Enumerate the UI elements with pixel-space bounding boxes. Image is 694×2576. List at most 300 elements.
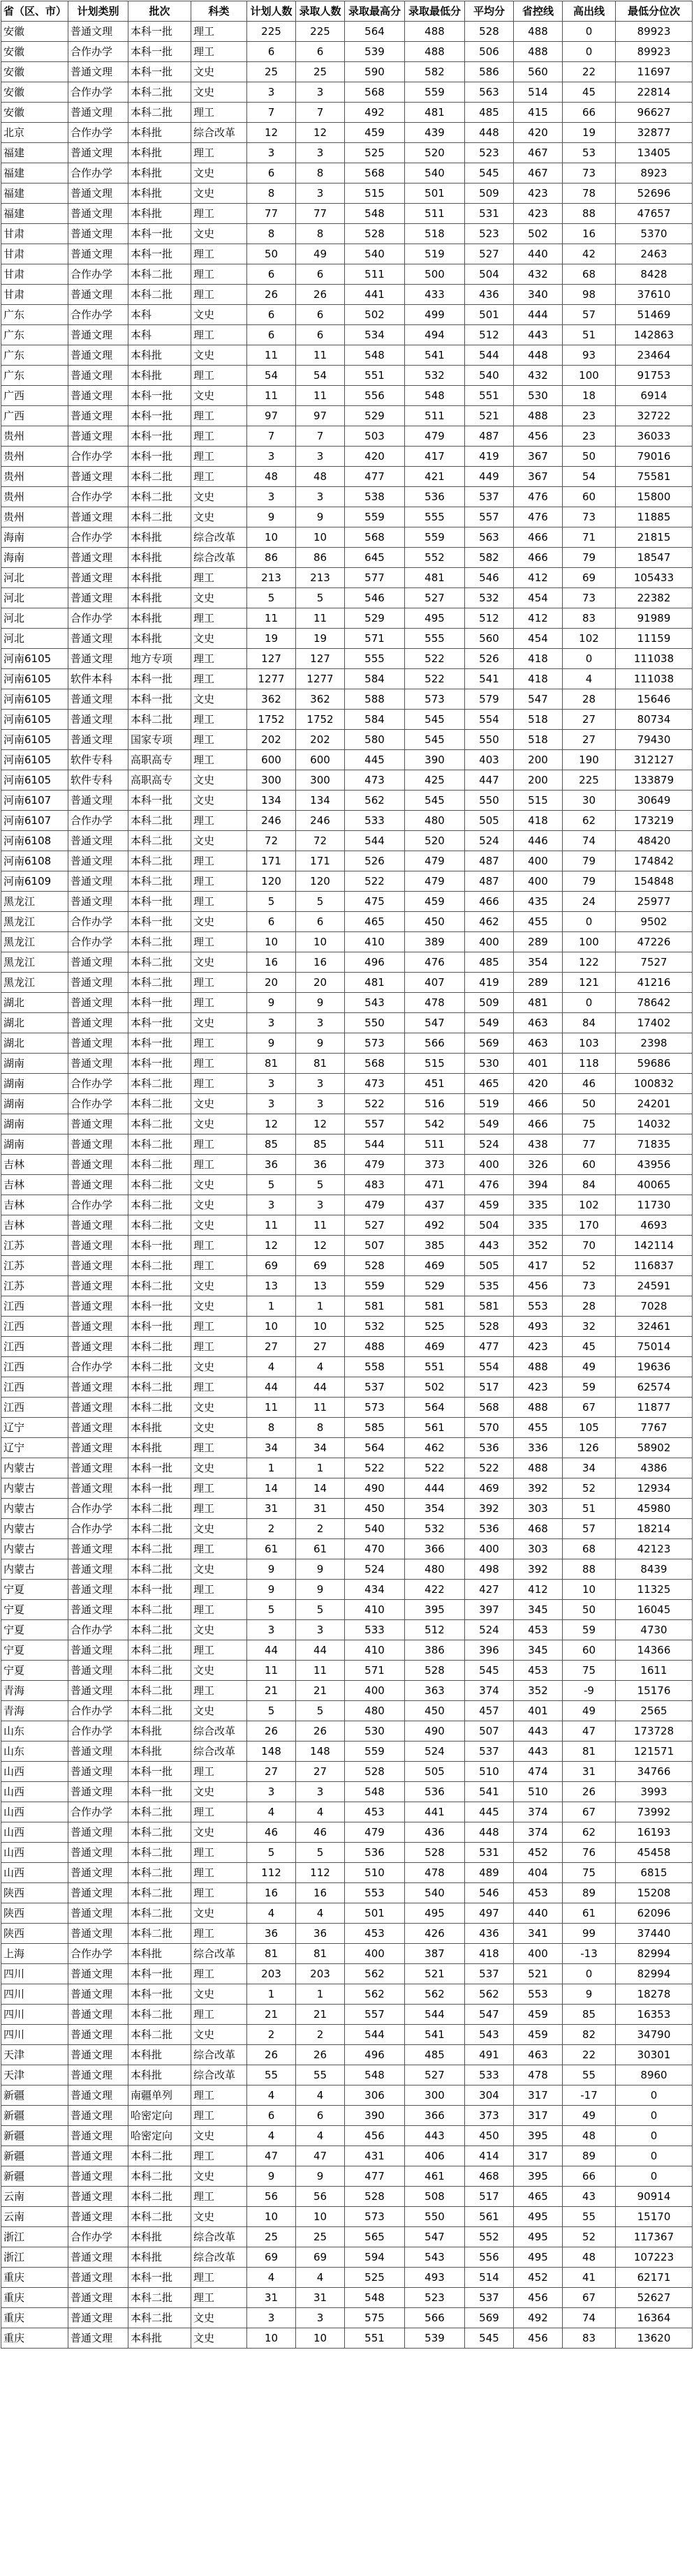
above-line-cell: 93	[563, 345, 616, 366]
plan-type-cell: 普通文理	[68, 2308, 128, 2328]
header-planned-count: 计划人数	[247, 1, 296, 22]
table-row	[1, 1458, 693, 1478]
table-row	[1, 1398, 693, 1418]
avg-score-cell: 557	[465, 507, 514, 527]
above-line-cell: 16	[563, 224, 616, 244]
above-line-cell: 46	[563, 1074, 616, 1094]
batch-cell: 本科批	[128, 204, 191, 224]
control-line-cell: 455	[514, 912, 563, 932]
avg-score-cell: 569	[465, 2308, 514, 2328]
above-line-cell: 47	[563, 1721, 616, 1742]
subject-cell: 文史	[191, 1701, 247, 1721]
avg-score-cell: 392	[465, 1499, 514, 1519]
planned-count-cell: 9	[247, 1033, 296, 1054]
table-row	[1, 447, 693, 467]
above-line-cell: 81	[563, 1742, 616, 1762]
min-rank-cell: 0	[616, 2166, 693, 2187]
avg-score-cell: 487	[465, 426, 514, 447]
batch-cell: 本科二批	[128, 932, 191, 952]
plan-type-cell: 合作办学	[68, 487, 128, 507]
province-cell: 海南	[1, 548, 68, 568]
min-score-cell: 417	[405, 447, 465, 467]
table-row	[1, 366, 693, 386]
batch-cell: 本科二批	[128, 1843, 191, 1863]
admitted-count-cell: 112	[296, 1863, 345, 1883]
min-rank-cell: 15170	[616, 2207, 693, 2227]
subject-cell: 理工	[191, 22, 247, 42]
planned-count-cell: 600	[247, 750, 296, 770]
control-line-cell: 444	[514, 305, 563, 325]
plan-type-cell: 合作办学	[68, 811, 128, 831]
table-row	[1, 2005, 693, 2025]
avg-score-cell: 509	[465, 184, 514, 204]
table-row	[1, 1883, 693, 1903]
batch-cell: 本科一批	[128, 1013, 191, 1033]
avg-score-cell: 304	[465, 2085, 514, 2106]
table-row	[1, 1094, 693, 1114]
table-row	[1, 1033, 693, 1054]
subject-cell: 理工	[191, 1539, 247, 1559]
min-rank-cell: 6815	[616, 1863, 693, 1883]
province-cell: 福建	[1, 143, 68, 163]
table-row	[1, 932, 693, 952]
max-score-cell: 555	[345, 649, 405, 669]
control-line-cell: 463	[514, 2045, 563, 2065]
control-line-cell: 553	[514, 1296, 563, 1317]
table-row	[1, 2085, 693, 2106]
min-rank-cell: 34790	[616, 2025, 693, 2045]
avg-score-cell: 400	[465, 932, 514, 952]
table-row	[1, 1135, 693, 1155]
province-cell: 江西	[1, 1296, 68, 1317]
min-score-cell: 366	[405, 2106, 465, 2126]
planned-count-cell: 171	[247, 851, 296, 871]
plan-type-cell: 合作办学	[68, 163, 128, 184]
batch-cell: 哈密定向	[128, 2126, 191, 2146]
admitted-count-cell: 13	[296, 1276, 345, 1296]
province-cell: 安徽	[1, 62, 68, 82]
province-cell: 湖南	[1, 1074, 68, 1094]
above-line-cell: 0	[563, 22, 616, 42]
subject-cell: 文史	[191, 2308, 247, 2328]
min-score-cell: 373	[405, 1155, 465, 1175]
table-row	[1, 163, 693, 184]
admitted-count-cell: 19	[296, 629, 345, 649]
max-score-cell: 533	[345, 1620, 405, 1640]
plan-type-cell: 普通文理	[68, 1236, 128, 1256]
min-score-cell: 527	[405, 588, 465, 608]
max-score-cell: 420	[345, 447, 405, 467]
batch-cell: 本科二批	[128, 1600, 191, 1620]
subject-cell: 理工	[191, 568, 247, 588]
max-score-cell: 544	[345, 831, 405, 851]
above-line-cell: 67	[563, 1802, 616, 1822]
planned-count-cell: 11	[247, 1661, 296, 1681]
avg-score-cell: 535	[465, 1276, 514, 1296]
min-score-cell: 581	[405, 1296, 465, 1317]
province-cell: 贵州	[1, 467, 68, 487]
province-cell: 四川	[1, 2005, 68, 2025]
province-cell: 贵州	[1, 487, 68, 507]
header-plan-type: 计划类别	[68, 1, 128, 22]
min-rank-cell: 7028	[616, 1296, 693, 1317]
plan-type-cell: 普通文理	[68, 568, 128, 588]
min-rank-cell: 45458	[616, 1843, 693, 1863]
table-row	[1, 2207, 693, 2227]
min-rank-cell: 3993	[616, 1782, 693, 1802]
max-score-cell: 559	[345, 1742, 405, 1762]
control-line-cell: 478	[514, 2065, 563, 2085]
batch-cell: 本科一批	[128, 426, 191, 447]
admitted-count-cell: 21	[296, 1681, 345, 1701]
table-row	[1, 811, 693, 831]
batch-cell: 本科二批	[128, 1175, 191, 1195]
table-row	[1, 1074, 693, 1094]
planned-count-cell: 27	[247, 1337, 296, 1357]
table-row	[1, 1782, 693, 1802]
admitted-count-cell: 36	[296, 1155, 345, 1175]
min-rank-cell: 0	[616, 2146, 693, 2166]
plan-type-cell: 合作办学	[68, 1721, 128, 1742]
min-score-cell: 300	[405, 2085, 465, 2106]
min-rank-cell: 1611	[616, 1661, 693, 1681]
min-score-cell: 559	[405, 82, 465, 103]
planned-count-cell: 26	[247, 1721, 296, 1742]
above-line-cell: 55	[563, 2065, 616, 2085]
control-line-cell: 476	[514, 487, 563, 507]
table-row	[1, 831, 693, 851]
table-row	[1, 1195, 693, 1215]
subject-cell: 文史	[191, 689, 247, 710]
batch-cell: 本科一批	[128, 1033, 191, 1054]
subject-cell: 理工	[191, 710, 247, 730]
control-line-cell: 547	[514, 689, 563, 710]
province-cell: 云南	[1, 2187, 68, 2207]
above-line-cell: 19	[563, 123, 616, 143]
planned-count-cell: 12	[247, 1114, 296, 1135]
subject-cell: 文史	[191, 62, 247, 82]
control-line-cell: 459	[514, 2005, 563, 2025]
subject-cell: 理工	[191, 811, 247, 831]
plan-type-cell: 普通文理	[68, 1822, 128, 1843]
max-score-cell: 573	[345, 1398, 405, 1418]
batch-cell: 本科二批	[128, 710, 191, 730]
province-cell: 广东	[1, 345, 68, 366]
table-row	[1, 224, 693, 244]
above-line-cell: 121	[563, 973, 616, 993]
province-cell: 陕西	[1, 1883, 68, 1903]
table-row	[1, 2247, 693, 2268]
control-line-cell: 452	[514, 2268, 563, 2288]
province-cell: 江西	[1, 1377, 68, 1398]
plan-type-cell: 普通文理	[68, 1478, 128, 1499]
above-line-cell: 70	[563, 1236, 616, 1256]
admitted-count-cell: 11	[296, 1398, 345, 1418]
table-row	[1, 710, 693, 730]
plan-type-cell: 普通文理	[68, 730, 128, 750]
province-cell: 山东	[1, 1721, 68, 1742]
admitted-count-cell: 49	[296, 244, 345, 264]
province-cell: 河北	[1, 588, 68, 608]
province-cell: 江西	[1, 1357, 68, 1377]
min-score-cell: 406	[405, 2146, 465, 2166]
table-row	[1, 2187, 693, 2207]
control-line-cell: 467	[514, 163, 563, 184]
above-line-cell: 66	[563, 103, 616, 123]
table-row	[1, 184, 693, 204]
plan-type-cell: 普通文理	[68, 689, 128, 710]
min-rank-cell: 90914	[616, 2187, 693, 2207]
planned-count-cell: 3	[247, 1094, 296, 1114]
control-line-cell: 521	[514, 1964, 563, 1984]
min-rank-cell: 312127	[616, 750, 693, 770]
subject-cell: 文史	[191, 1114, 247, 1135]
subject-cell: 理工	[191, 2187, 247, 2207]
above-line-cell: 52	[563, 1256, 616, 1276]
batch-cell: 本科批	[128, 1418, 191, 1438]
batch-cell: 本科二批	[128, 487, 191, 507]
max-score-cell: 550	[345, 1013, 405, 1033]
min-rank-cell: 11697	[616, 62, 693, 82]
subject-cell: 理工	[191, 1802, 247, 1822]
control-line-cell: 446	[514, 831, 563, 851]
planned-count-cell: 3	[247, 1074, 296, 1094]
min-rank-cell: 116837	[616, 1256, 693, 1276]
min-score-cell: 541	[405, 345, 465, 366]
batch-cell: 本科一批	[128, 892, 191, 912]
avg-score-cell: 562	[465, 1984, 514, 2005]
subject-cell: 综合改革	[191, 2065, 247, 2085]
subject-cell: 理工	[191, 1377, 247, 1398]
planned-count-cell: 3	[247, 1195, 296, 1215]
admitted-count-cell: 6	[296, 912, 345, 932]
above-line-cell: 83	[563, 608, 616, 629]
max-score-cell: 524	[345, 1559, 405, 1580]
min-rank-cell: 111038	[616, 669, 693, 689]
avg-score-cell: 504	[465, 264, 514, 285]
subject-cell: 理工	[191, 1883, 247, 1903]
min-rank-cell: 52627	[616, 2288, 693, 2308]
subject-cell: 理工	[191, 892, 247, 912]
avg-score-cell: 561	[465, 2207, 514, 2227]
header-province: 省（区、市）	[1, 1, 68, 22]
above-line-cell: 51	[563, 1499, 616, 1519]
planned-count-cell: 6	[247, 163, 296, 184]
control-line-cell: 412	[514, 568, 563, 588]
min-rank-cell: 37610	[616, 285, 693, 305]
max-score-cell: 539	[345, 42, 405, 62]
plan-type-cell: 普通文理	[68, 1843, 128, 1863]
subject-cell: 文史	[191, 1276, 247, 1296]
min-score-cell: 478	[405, 1863, 465, 1883]
subject-cell: 理工	[191, 1438, 247, 1458]
subject-cell: 理工	[191, 851, 247, 871]
subject-cell: 理工	[191, 1924, 247, 1944]
max-score-cell: 530	[345, 1721, 405, 1742]
max-score-cell: 522	[345, 1094, 405, 1114]
min-score-cell: 522	[405, 1458, 465, 1478]
batch-cell: 本科二批	[128, 973, 191, 993]
plan-type-cell: 普通文理	[68, 2146, 128, 2166]
planned-count-cell: 20	[247, 973, 296, 993]
max-score-cell: 573	[345, 1033, 405, 1054]
subject-cell: 文史	[191, 1984, 247, 2005]
control-line-cell: 415	[514, 103, 563, 123]
control-line-cell: 418	[514, 669, 563, 689]
subject-cell: 理工	[191, 2106, 247, 2126]
above-line-cell: 89	[563, 2146, 616, 2166]
control-line-cell: 454	[514, 588, 563, 608]
max-score-cell: 538	[345, 487, 405, 507]
above-line-cell: 84	[563, 1013, 616, 1033]
plan-type-cell: 普通文理	[68, 548, 128, 568]
control-line-cell: 423	[514, 204, 563, 224]
max-score-cell: 548	[345, 1782, 405, 1802]
control-line-cell: 514	[514, 82, 563, 103]
admitted-count-cell: 9	[296, 507, 345, 527]
planned-count-cell: 6	[247, 912, 296, 932]
table-row	[1, 1357, 693, 1377]
planned-count-cell: 77	[247, 204, 296, 224]
admitted-count-cell: 202	[296, 730, 345, 750]
above-line-cell: 79	[563, 871, 616, 892]
min-rank-cell: 11325	[616, 1580, 693, 1600]
planned-count-cell: 97	[247, 406, 296, 426]
province-cell: 湖南	[1, 1054, 68, 1074]
batch-cell: 本科二批	[128, 2166, 191, 2187]
province-cell: 河南6108	[1, 851, 68, 871]
table-row	[1, 689, 693, 710]
subject-cell: 文史	[191, 1620, 247, 1640]
admitted-count-cell: 97	[296, 406, 345, 426]
province-cell: 贵州	[1, 447, 68, 467]
plan-type-cell: 普通文理	[68, 406, 128, 426]
min-score-cell: 469	[405, 1337, 465, 1357]
plan-type-cell: 合作办学	[68, 527, 128, 548]
max-score-cell: 565	[345, 2227, 405, 2247]
min-score-cell: 519	[405, 244, 465, 264]
avg-score-cell: 530	[465, 1054, 514, 1074]
batch-cell: 本科二批	[128, 811, 191, 831]
province-cell: 北京	[1, 123, 68, 143]
min-rank-cell: 2565	[616, 1701, 693, 1721]
subject-cell: 理工	[191, 871, 247, 892]
min-rank-cell: 111038	[616, 649, 693, 669]
avg-score-cell: 523	[465, 143, 514, 163]
batch-cell: 本科批	[128, 608, 191, 629]
batch-cell: 本科批	[128, 1742, 191, 1762]
avg-score-cell: 436	[465, 285, 514, 305]
admitted-count-cell: 225	[296, 22, 345, 42]
max-score-cell: 548	[345, 345, 405, 366]
min-rank-cell: 4386	[616, 1458, 693, 1478]
control-line-cell: 420	[514, 1074, 563, 1094]
batch-cell: 本科一批	[128, 1580, 191, 1600]
min-rank-cell: 8960	[616, 2065, 693, 2085]
admitted-count-cell: 9	[296, 2166, 345, 2187]
batch-cell: 本科一批	[128, 912, 191, 932]
avg-score-cell: 469	[465, 1478, 514, 1499]
min-score-cell: 545	[405, 710, 465, 730]
batch-cell: 本科二批	[128, 467, 191, 487]
max-score-cell: 568	[345, 163, 405, 184]
subject-cell: 理工	[191, 1054, 247, 1074]
province-cell: 青海	[1, 1681, 68, 1701]
plan-type-cell: 普通文理	[68, 710, 128, 730]
avg-score-cell: 514	[465, 2268, 514, 2288]
subject-cell: 理工	[191, 1580, 247, 1600]
table-row	[1, 487, 693, 507]
min-rank-cell: 42123	[616, 1539, 693, 1559]
avg-score-cell: 570	[465, 1418, 514, 1438]
plan-type-cell: 普通文理	[68, 1114, 128, 1135]
control-line-cell: 432	[514, 264, 563, 285]
header-control-line: 省控线	[514, 1, 563, 22]
min-score-cell: 451	[405, 1074, 465, 1094]
above-line-cell: 73	[563, 163, 616, 184]
province-cell: 山西	[1, 1762, 68, 1782]
max-score-cell: 496	[345, 2045, 405, 2065]
control-line-cell: 510	[514, 1782, 563, 1802]
province-cell: 浙江	[1, 2227, 68, 2247]
min-rank-cell: 30301	[616, 2045, 693, 2065]
avg-score-cell: 400	[465, 1539, 514, 1559]
province-cell: 贵州	[1, 426, 68, 447]
min-rank-cell: 105433	[616, 568, 693, 588]
admitted-count-cell: 25	[296, 2227, 345, 2247]
avg-score-cell: 524	[465, 1135, 514, 1155]
max-score-cell: 470	[345, 1539, 405, 1559]
avg-score-cell: 552	[465, 2227, 514, 2247]
above-line-cell: 59	[563, 1377, 616, 1398]
plan-type-cell: 普通文理	[68, 1782, 128, 1802]
min-rank-cell: 0	[616, 2126, 693, 2146]
max-score-cell: 410	[345, 1600, 405, 1620]
subject-cell: 理工	[191, 426, 247, 447]
planned-count-cell: 5	[247, 1175, 296, 1195]
avg-score-cell: 554	[465, 710, 514, 730]
table-row	[1, 2308, 693, 2328]
plan-type-cell: 普通文理	[68, 507, 128, 527]
planned-count-cell: 5	[247, 1701, 296, 1721]
control-line-cell: 502	[514, 224, 563, 244]
min-score-cell: 540	[405, 163, 465, 184]
planned-count-cell: 12	[247, 123, 296, 143]
subject-cell: 理工	[191, 467, 247, 487]
table-row	[1, 1276, 693, 1296]
planned-count-cell: 300	[247, 770, 296, 791]
min-rank-cell: 89923	[616, 22, 693, 42]
above-line-cell: 48	[563, 2247, 616, 2268]
avg-score-cell: 465	[465, 1074, 514, 1094]
plan-type-cell: 普通文理	[68, 2166, 128, 2187]
province-cell: 河南6105	[1, 710, 68, 730]
min-rank-cell: 62171	[616, 2268, 693, 2288]
province-cell: 湖南	[1, 1114, 68, 1135]
max-score-cell: 475	[345, 892, 405, 912]
province-cell: 山西	[1, 1843, 68, 1863]
table-row	[1, 527, 693, 548]
table-row	[1, 2227, 693, 2247]
min-rank-cell: 11730	[616, 1195, 693, 1215]
province-cell: 内蒙古	[1, 1478, 68, 1499]
min-score-cell: 501	[405, 184, 465, 204]
avg-score-cell: 512	[465, 325, 514, 345]
subject-cell: 理工	[191, 1155, 247, 1175]
avg-score-cell: 522	[465, 1458, 514, 1478]
planned-count-cell: 5	[247, 1843, 296, 1863]
max-score-cell: 557	[345, 2005, 405, 2025]
